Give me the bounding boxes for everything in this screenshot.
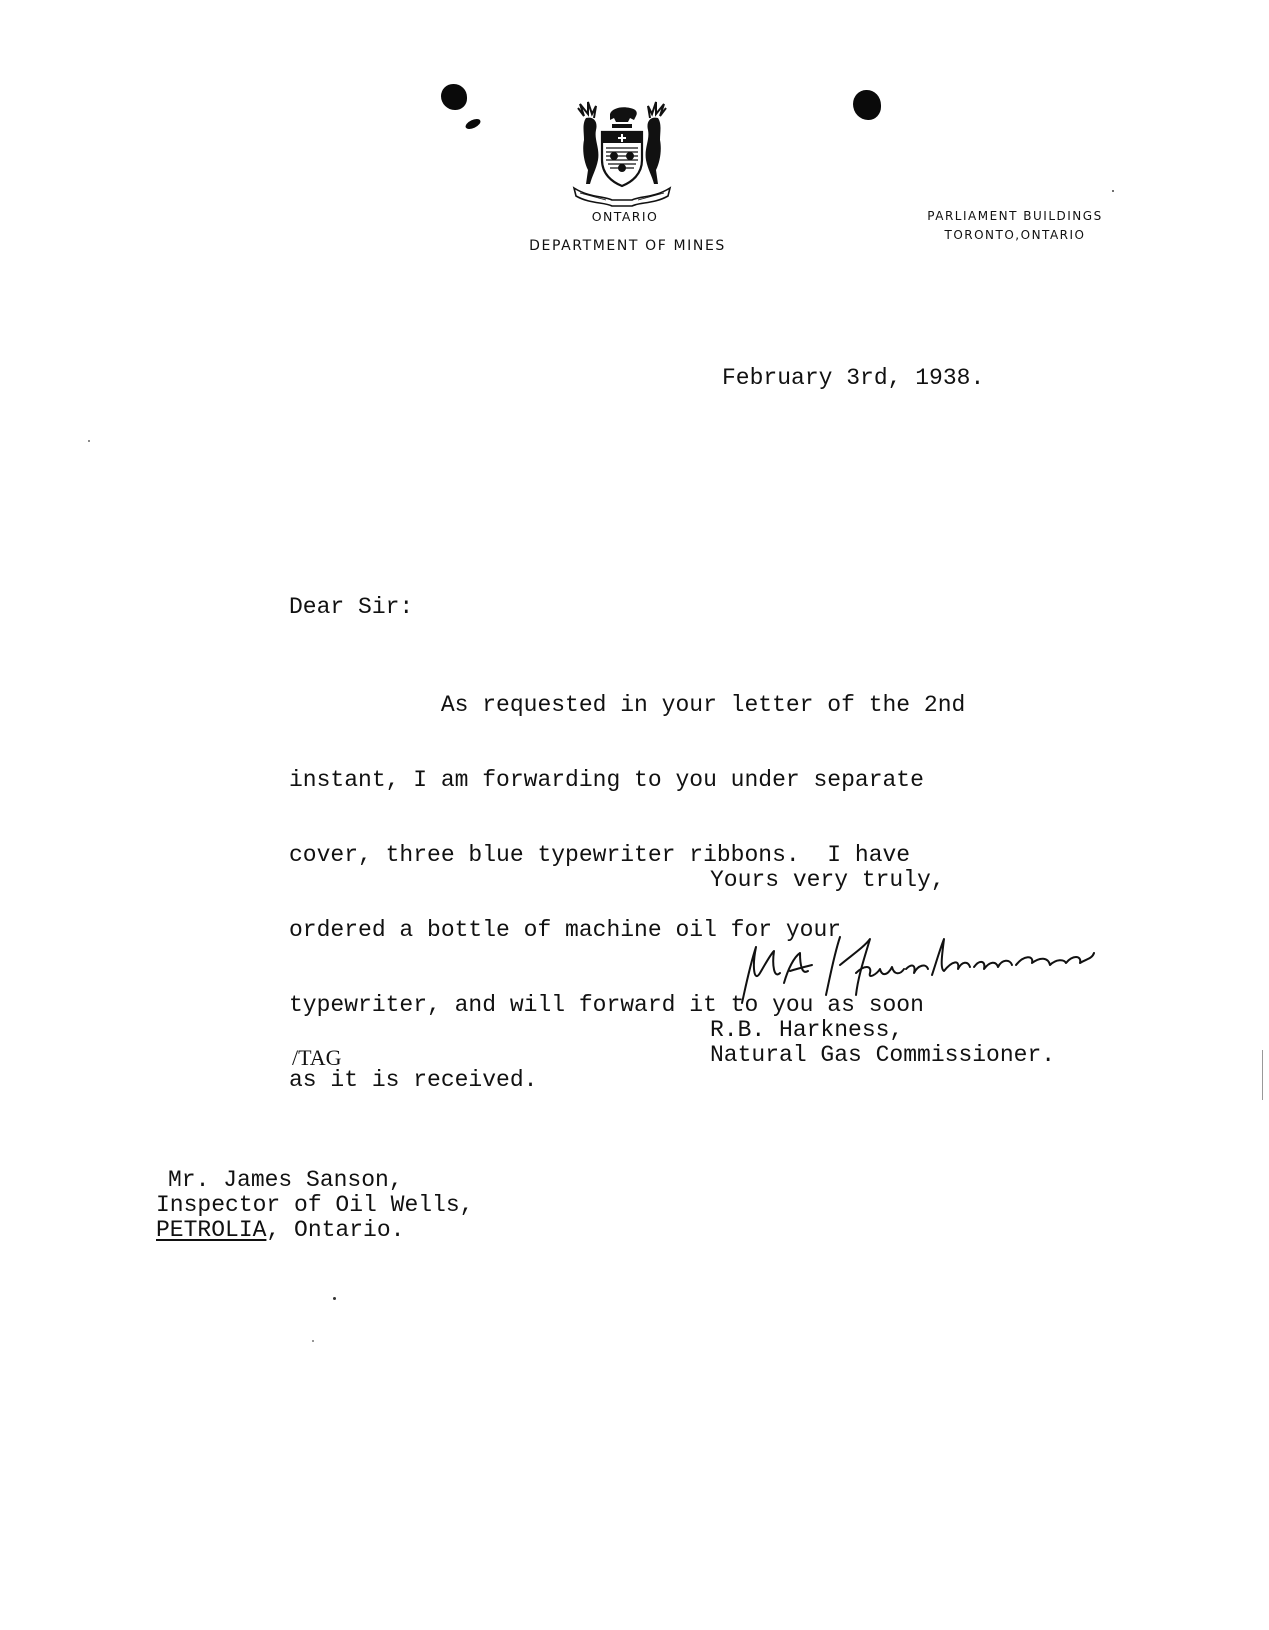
recipient-title: Inspector of Oil Wells, [156,1192,474,1218]
scan-edge-mark [1262,1050,1263,1100]
signer-title: Natural Gas Commissioner. [710,1042,1056,1068]
typist-initials: /TAG [292,1045,342,1070]
body-line: ordered a bottle of machine oil for your [289,917,842,943]
recipient-city: PETROLIA [156,1217,267,1243]
letterhead-address-line1: PARLIAMENT BUILDINGS [927,209,1103,223]
closing: Yours very truly, [710,867,945,893]
scan-speck [333,1297,336,1300]
signer-name: R.B. Harkness, [710,1017,904,1043]
recipient-name: Mr. James Sanson, [168,1167,403,1193]
punch-hole-left [441,84,467,110]
handwritten-signature-icon [730,925,1120,1015]
recipient-location [156,1218,404,1243]
letterhead-address-line2: TORONTO,ONTARIO [944,228,1086,242]
body-line: typewriter, and will forward it to you as soon [289,992,924,1018]
recipient-province: , Ontario. [266,1217,405,1243]
body-line: As requested in your letter of the 2nd [289,692,966,718]
body-line: instant, I am forwarding to you under separate [289,767,924,793]
salutation: Dear Sir: [289,594,414,620]
letterhead-department: DEPARTMENT OF MINES [529,238,726,254]
ontario-coat-of-arms-icon [572,100,672,208]
letterhead-province: ONTARIO [591,209,659,224]
body-line: as it is received. [289,1067,538,1093]
body-line: cover, three blue typewriter ribbons. I have [289,842,911,868]
letter-date: February 3rd, 1938. [722,365,985,391]
scan-speck [1112,190,1114,192]
punch-mark-left [464,117,482,131]
punch-hole-right [853,90,881,120]
letter-body [289,643,965,1143]
scan-speck [88,440,90,442]
scan-speck [312,1340,314,1342]
